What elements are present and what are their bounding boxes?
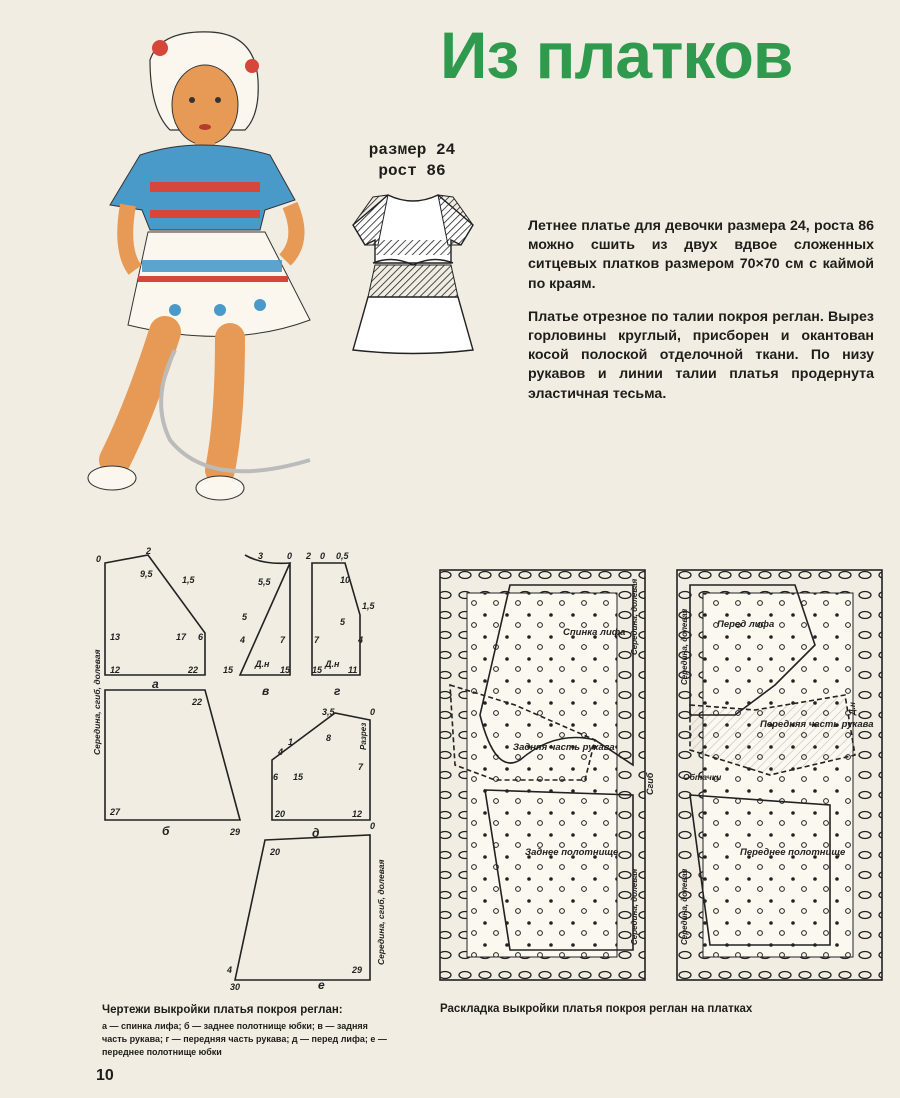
pattern-a-num-7: 12 — [110, 665, 121, 675]
pattern-a-num-0: 0 — [96, 554, 102, 564]
layout-right-center-2: Середина, долевая — [680, 868, 689, 945]
pattern-v-num-5: 15 — [223, 665, 234, 675]
patterns-caption — [102, 1003, 392, 1059]
pattern-e-shape — [235, 835, 370, 980]
layout-fold: Сгиб — [645, 772, 655, 795]
pattern-e-num-4: 29 — [352, 965, 363, 975]
pattern-v-num-7: 15 — [280, 665, 291, 675]
pattern-a-letter: а — [152, 677, 159, 691]
pattern-b-num-1: 27 — [110, 807, 121, 817]
intro-paragraph-1: Летнее платье для девочки размера 24, роста 86 можно сшить из двух вдвое сложенных ситцевых платков размером 70×70 см с каймой по краям. — [528, 218, 874, 292]
pattern-b-num-0: 22 — [192, 697, 203, 707]
pattern-g-num-8: 11 — [348, 665, 358, 675]
layout-back-sleeve: Задняя часть рукава — [513, 742, 615, 753]
pattern-v-grain: Д.н — [255, 659, 270, 669]
girl-illustration — [80, 20, 340, 510]
pattern-d-num-3: 8 — [326, 733, 332, 743]
dress-sketch — [333, 185, 493, 360]
layout-front-skirt: Переднее полотнище — [740, 847, 846, 858]
pattern-g-num-5: 1,5 — [362, 601, 375, 611]
patterns-caption-title: Чертежи выкройки платья покроя реглан: — [102, 1004, 343, 1016]
pattern-b-letter: б — [162, 824, 170, 838]
pattern-b-num-2: 29 — [230, 827, 241, 837]
pattern-a-num-1: 2 — [146, 546, 152, 556]
page-title: Из платков — [440, 18, 793, 92]
size-value: размер 24 — [368, 141, 456, 159]
layout-front-bodice: Перед лифа — [717, 619, 775, 630]
pattern-v-letter: в — [262, 684, 270, 698]
pattern-d-num-8: 20 — [275, 809, 286, 819]
layout-back-skirt: Заднее полотнище — [525, 847, 619, 858]
pattern-g-grain: Д.н — [325, 659, 340, 669]
page-number: 10 — [96, 1067, 114, 1084]
layout-left-center: Середина, долевая — [630, 578, 639, 655]
size-label — [352, 140, 472, 182]
height-value: рост 86 — [378, 162, 446, 180]
layout-front-sleeve: Передняя часть рукава — [760, 719, 874, 730]
pattern-e-num-2: 4 — [227, 965, 233, 975]
intro-paragraph-2: Платье отрезное по талии покроя реглан. Вырез горловины круглый, присборен и окантован косой полоской отделочной ткани. По низу рукавов и линии талии платья продернута эластичная тесьма. — [528, 308, 874, 402]
pattern-d-shape — [272, 713, 370, 820]
pattern-g-num-3: 10 — [340, 575, 351, 585]
pattern-b-shape — [105, 690, 240, 820]
layout-left-center-2: Середина, долевая — [630, 868, 639, 945]
pattern-a-num-4: 17 — [176, 632, 187, 642]
pattern-e-num-0: 0 — [370, 821, 376, 831]
pattern-d-num-6: 15 — [293, 772, 304, 782]
layout-right-grain: Д.н — [848, 702, 857, 715]
pattern-v-num-2: 5,5 — [258, 577, 271, 587]
pattern-e-fold: Середина, сгиб, долевая — [376, 859, 386, 965]
pattern-d-num-0: 3,5 — [322, 707, 335, 717]
pattern-a-fold: Середина, сгиб, долевая — [92, 649, 102, 755]
pattern-d-num-7: 7 — [358, 762, 364, 772]
pattern-g-letter: г — [334, 684, 341, 698]
pattern-a-shape — [105, 555, 205, 675]
pattern-v-num-4: 5 — [242, 612, 248, 622]
pattern-g-num-7: 15 — [312, 665, 323, 675]
pattern-d-cut: Разрез — [359, 722, 368, 750]
pattern-drawings — [90, 545, 390, 990]
pattern-g-num-1: 0 — [320, 551, 326, 561]
pattern-v-num-3: 4 — [240, 635, 246, 645]
pattern-d-num-9: 12 — [352, 809, 363, 819]
pattern-v-shape — [240, 555, 290, 675]
layout-right-center: Середина, долевая — [680, 608, 689, 685]
patterns-caption-legend: а — спинка лифа; б — заднее полотнище юбки; в — задняя часть рукава; г — передняя часть рукава; д — перед лифа; е — переднее полотнище юбки — [102, 1021, 387, 1057]
pattern-a-num-2: 9,5 — [140, 569, 153, 579]
layout-trim: Обтачки — [683, 772, 722, 782]
intro-text — [528, 217, 874, 418]
pattern-e-num-1: 20 — [270, 847, 281, 857]
layout-caption: Раскладка выкройки платья покроя реглан на платках — [440, 1003, 753, 1015]
pattern-a-num-8: 22 — [188, 665, 199, 675]
pattern-d-letter: д — [312, 826, 320, 840]
pattern-v-num-6: 7 — [280, 635, 286, 645]
pattern-a-num-3: 1,5 — [182, 575, 195, 585]
pattern-v-num-0: 3 — [258, 551, 264, 561]
kerchief-layout — [435, 565, 890, 985]
pattern-v-num-1: 0 — [287, 551, 293, 561]
pattern-d-num-5: 6 — [273, 772, 279, 782]
pattern-e-letter: е — [318, 978, 325, 990]
pattern-g-num-6: 7 — [314, 635, 320, 645]
pattern-g-num-2: 0,5 — [336, 551, 349, 561]
pattern-e-num-3: 30 — [230, 982, 241, 990]
pattern-d-num-4: 1 — [288, 737, 294, 747]
pattern-g-num-4: 5 — [340, 617, 346, 627]
pattern-d-num-2: 4 — [278, 747, 284, 757]
pattern-d-num-1: 0 — [370, 707, 376, 717]
layout-back-bodice: Спинка лифа — [563, 627, 626, 638]
pattern-a-num-6: 13 — [110, 632, 121, 642]
pattern-g-num-0: 2 — [306, 551, 312, 561]
pattern-g-num-9: 4 — [358, 635, 364, 645]
pattern-a-num-5: 6 — [198, 632, 204, 642]
